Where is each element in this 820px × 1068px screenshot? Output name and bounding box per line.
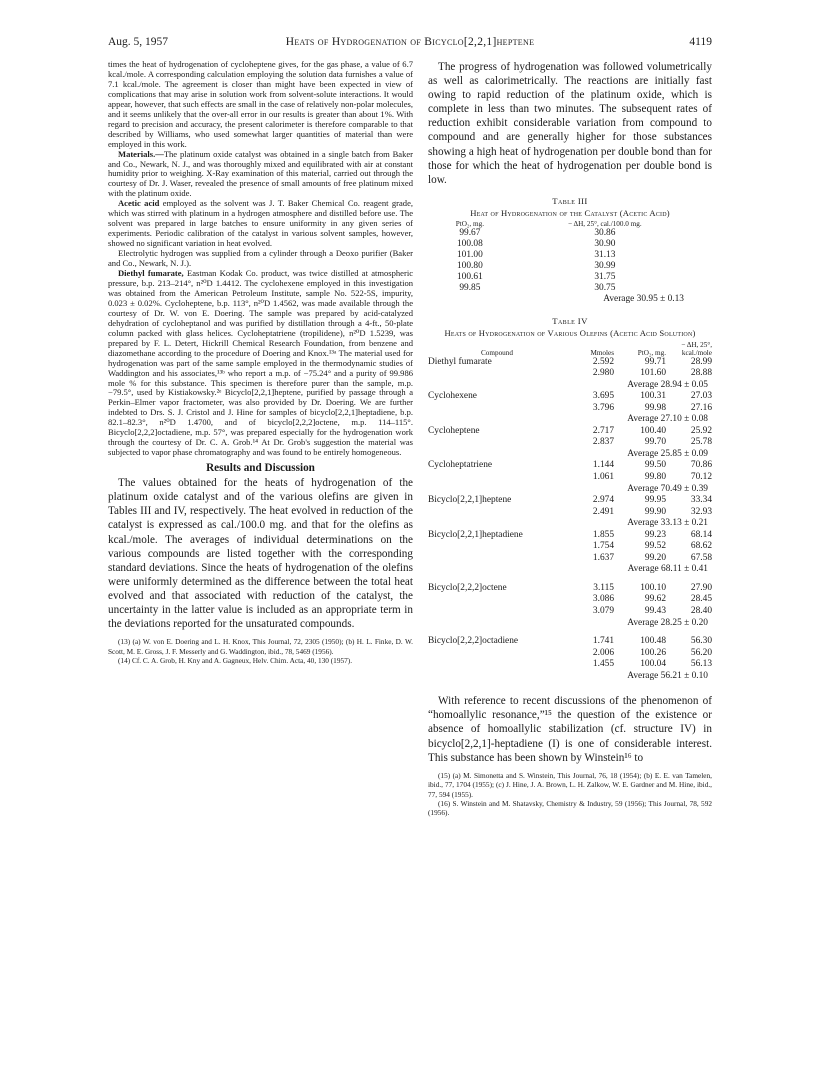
- table4-row: [428, 648, 712, 660]
- table3: [442, 220, 712, 306]
- table4-average-row: [428, 518, 712, 530]
- table4-compound: [428, 472, 566, 484]
- running-header: [108, 36, 712, 52]
- footnote-13: (13) (a) W. von E. Doering and L. H. Knox, This Journal, 72, 2305 (1950); (b) H. L. Finke, D. W. Scott, M. E. Gross, J. F. Messerly and G. Waddington, ibid., 78, 5469 (1956).: [108, 637, 413, 656]
- paragraph: times the heat of hydrogenation of cycloheptene gives, for the gas phase, a value of 6.7 kcal./mole. A corresponding calculation employing the solution data furnishes a value of 7.1 kcal./mole. The agreement is closer than might have been expected in view of complications that may arise in solution work from solvent-solute interactions. It would appear, however, that such effects are small in the case of relatively non-polar molecules, and it seems unlikely that the over-all error in our results is greater than about 1%. With regard to precision and accuracy, the present calorimeter is therefore comparable to that described by Williams, who used somewhat larger quantities of material than were employed in this work.: [108, 59, 413, 149]
- table4-compound: Cycloheptene: [428, 425, 480, 436]
- table4-row: [428, 472, 712, 484]
- table4-cell: 99.20: [644, 552, 666, 563]
- header-title: Heats of Hydrogenation of Bicyclo[2,2,1]heptene: [285, 36, 535, 48]
- footnotes-right: [428, 770, 712, 818]
- table4-average: Average 68.11 ± 0.41: [627, 564, 708, 575]
- table3-average: Average 30.95 ± 0.13: [603, 294, 684, 305]
- paragraph-samples: Diethyl fumarate, Eastman Kodak Co. product, was twice distilled at atmospheric pressure, b.p. 213–214°, n²⁰D 1.4412. The cyclohexene employed in this investigation was obtained from the American Petroleum Institute, sample No. 522-5S, impurity, 0.023 ± 0.02%. Cycloheptene, b.p. 113°, n²⁰D 1.4562, was made available through the courtesy of Dr. W. von E. Doering. The sample was prepared by acid-catalyzed dehydration of cycloheptanol and was purified by distillation through a 4-ft., 50-plate column packed with glass helices. Cycloheptatriene (tropilidene), n²⁰D 1.5239, was prepared by F. L. Detert, Hickrill Chemical Research Foundation, from benzene and diazomethane according to the procedure of Doering and Knox.¹³ᵃ The material used for hydrogenation was part of the same sample employed in the thermodynamic studies of Waddington and his associates,¹³ᵇ who report a m.p. of −75.24° and a purity of 99.986 mole % for this substance. This specimen is therefore purer than the sample, m.p. −79.5°, used by Kistiakowsky.²ᵉ Bicyclo[2,2,1]heptene, purified by passage through a Perkin–Elmer vapor fractometer, was also provided by Dr. Doering. We are further indebted to Drs. S. J. Cristol and J. Hine for samples of bicyclo[2,2,1]heptadiene, b.p. 82.1–82.3°, n²⁰D 1.4700, and of bicyclo[2,2,2]octene, m.p. 114–115°. Bicyclo[2,2,2]octadiene, m.p. 57°, was prepared especially for the hydrogenation work through the courtesy of Dr. C. A. Grob.¹⁴ At Dr. Grob's suggestion the material was subjected to vapor phase chromatography and was found to be entirely homogeneous.: [108, 268, 413, 458]
- table4-cell: 3.796: [592, 402, 614, 413]
- table4: [428, 341, 712, 683]
- table4-row: [428, 460, 712, 472]
- table4-col-pto2: PtO₂, mg.: [637, 348, 666, 357]
- table4-row: [428, 368, 712, 380]
- right-column: [428, 60, 712, 818]
- table4-cell: 1.855: [592, 529, 614, 540]
- table3-average-row: [442, 294, 712, 305]
- table3-row: [442, 272, 712, 283]
- table3-cell: 30.86: [594, 227, 616, 238]
- table4-cell: 3.695: [592, 391, 614, 402]
- table4-cell: 67.58: [690, 552, 712, 563]
- page-number: 4119: [689, 36, 712, 48]
- table4-compound: Diethyl fumarate: [428, 356, 492, 367]
- table4-cell: 25.92: [690, 425, 712, 436]
- table4-average: Average 56.21 ± 0.10: [627, 670, 708, 681]
- table4-cell: 33.34: [690, 495, 712, 506]
- table4-cell: 2.006: [592, 647, 614, 658]
- table4-cell: 99.70: [644, 437, 666, 448]
- table4-compound: [428, 507, 566, 519]
- table4-cell: 100.40: [640, 425, 666, 436]
- progress-paragraph: The progress of hydrogenation was followed volumetrically as well as calorimetrically. The reactions are initially fast owing to rapid reduction of the platinum oxide, which is complete in less than two minutes. The subsequent rates of reduction exhibit considerable variation from compound to compound and are generally higher for those substances showing a high heat of hydrogenation per double bond than for those for which the heat of hydrogenation per double bond is low.: [428, 61, 712, 186]
- table4-cell: 1.741: [592, 636, 614, 647]
- table4-cell: 100.48: [640, 636, 666, 647]
- table3-cell: 30.90: [594, 238, 616, 249]
- table4-compound: [428, 606, 566, 618]
- table3-cell: 31.13: [594, 250, 616, 261]
- footnote-16: (16) S. Winstein and M. Shatavsky, Chemistry & Industry, 59 (1956); This Journal, 78, 592 (1956).: [428, 798, 712, 818]
- table4-cell: 32.93: [690, 506, 712, 517]
- table4-cell: 99.62: [644, 594, 666, 605]
- table4-cell: 99.50: [644, 460, 666, 471]
- table3-cell: 99.85: [459, 283, 481, 294]
- table4-cell: 100.26: [640, 647, 666, 658]
- table4-average: Average 33.13 ± 0.21: [627, 518, 708, 529]
- table4-compound: [428, 541, 566, 553]
- table4-average-row: [428, 484, 712, 496]
- table3-cell: 100.80: [456, 261, 483, 272]
- table4-row: [428, 357, 712, 369]
- table4-cell: 27.03: [690, 391, 712, 402]
- table4-row: [428, 391, 712, 403]
- table4-cell: 99.43: [644, 605, 666, 616]
- table4-cell: 99.90: [644, 506, 666, 517]
- table4-title: Heats of Hydrogenation of Various Olefins (Acetic Acid Solution): [444, 327, 696, 338]
- closing-paragraph: With reference to recent discussions of the phenomenon of “homoallylic resonance,”¹⁵ the question of the existence or absence of homoallylic stabilization (cf. structure IV) in bicyclo[2,2,1]-heptadiene (I) is one of considerable interest. This substance has been shown by Winstein¹⁶ to: [428, 695, 712, 764]
- table3-row: [442, 228, 712, 239]
- table4-cell: 28.45: [690, 594, 712, 605]
- table4-row: [428, 437, 712, 449]
- table3-label: Table III: [552, 195, 588, 206]
- table4-cell: 100.04: [640, 659, 666, 670]
- table4-spacer: [428, 629, 712, 636]
- table4-cell: 68.62: [690, 541, 712, 552]
- table4-cell: 2.717: [592, 425, 614, 436]
- table4-average-row: [428, 380, 712, 392]
- table4-compound: [428, 594, 566, 606]
- table4-cell: 2.491: [592, 506, 614, 517]
- table4-average: Average 25.85 ± 0.09: [627, 448, 708, 459]
- table4-cell: 27.90: [690, 582, 712, 593]
- table4-cell: 1.061: [592, 471, 614, 482]
- table4-average: Average 28.25 ± 0.20: [627, 617, 708, 628]
- table4-row: [428, 583, 712, 595]
- table4-cell: 27.16: [690, 402, 712, 413]
- table4-average: Average 70.49 ± 0.39: [627, 483, 708, 494]
- footnote-14: (14) Cf. C. A. Grob, H. Kny and A. Gagneux, Helv. Chim. Acta, 40, 130 (1957).: [118, 655, 353, 665]
- table4-compound: [428, 437, 566, 449]
- table4-row: [428, 426, 712, 438]
- table4-cell: 99.71: [644, 356, 666, 367]
- table4-average-row: [428, 618, 712, 630]
- table4-compound: [428, 648, 566, 660]
- table4-row: [428, 594, 712, 606]
- table4-row: [428, 659, 712, 671]
- table4-row: [428, 495, 712, 507]
- table4-cell: 1.144: [592, 460, 614, 471]
- table4-cell: 99.95: [644, 495, 666, 506]
- results-paragraph: The values obtained for the heats of hydrogenation of the platinum oxide catalyst and of the various olefins are given in Tables III and IV, respectively. The heat evolved in reduction of the catalyst is expressed as cal./100.0 mg. and that for the olefins as kcal./mole. The averages of individual determinations on the various compounds are listed together with the corresponding standard deviations. Since the heats of hydrogenation of the olefins were uniformly determined as the difference between the total heat evolved and that associated with reduction of the catalyst, the uncertainty in the latter value is included as an appropriate term in the deviations reported for the unsaturated compounds.: [108, 477, 413, 631]
- table4-row: [428, 541, 712, 553]
- table4-cell: 56.30: [690, 636, 712, 647]
- table3-col-pto2: PtO₂, mg.: [455, 219, 484, 228]
- table4-cell: 2.837: [592, 437, 614, 448]
- table4-spacer: [428, 576, 712, 583]
- experimental-section: [108, 60, 413, 458]
- table4-cell: 99.23: [644, 529, 666, 540]
- table4-cell: 3.115: [593, 582, 614, 593]
- table4-row: [428, 403, 712, 415]
- table4-cell: 100.10: [640, 582, 666, 593]
- table4-row: [428, 606, 712, 618]
- table4-cell: 3.086: [592, 594, 614, 605]
- table4-cell: 25.78: [690, 437, 712, 448]
- table4-average: Average 27.10 ± 0.08: [627, 414, 708, 425]
- table4-compound: Cyclohexene: [428, 391, 477, 402]
- table4-cell: 99.80: [644, 471, 666, 482]
- table4-average-row: [428, 414, 712, 426]
- table4-average-row: [428, 671, 712, 683]
- table3-row: [442, 283, 712, 294]
- table4-average: Average 28.94 ± 0.05: [627, 379, 708, 390]
- table4-compound: [428, 403, 566, 415]
- table3-cell: 99.67: [459, 227, 481, 238]
- table4-row: [428, 636, 712, 648]
- header-date: Aug. 5, 1957: [108, 36, 169, 48]
- table3-col-dh: − ΔH, 25°, cal./100.0 mg.: [568, 219, 642, 228]
- table3-cell: 31.75: [594, 272, 616, 283]
- table4-cell: 70.86: [690, 460, 712, 471]
- table4-cell: 3.079: [592, 605, 614, 616]
- table4-compound: Bicyclo[2,2,2]octadiene: [428, 636, 519, 647]
- table3-row: [442, 250, 712, 261]
- table4-cell: 101.60: [640, 368, 666, 379]
- table4-compound: Bicyclo[2,2,2]octene: [428, 582, 507, 593]
- table4-compound: [428, 659, 566, 671]
- table4-average-row: [428, 564, 712, 576]
- table4-compound: [428, 368, 566, 380]
- section-heading: Results and Discussion: [206, 462, 315, 475]
- table4-cell: 2.974: [592, 495, 614, 506]
- table4-cell: 56.20: [690, 647, 712, 658]
- table4-row: [428, 507, 712, 519]
- table4-row: [428, 553, 712, 565]
- table4-cell: 68.14: [690, 529, 712, 540]
- table4-average-row: [428, 449, 712, 461]
- table4-cell: 100.31: [640, 391, 666, 402]
- table4-col-compound: Compound: [481, 348, 513, 357]
- paragraph-hydrogen: Electrolytic hydrogen was supplied from a cylinder through a Deoxo purifier (Baker and Co., Newark, N. J.).: [108, 248, 413, 269]
- table4-compound: Bicyclo[2,2,1]heptadiene: [428, 529, 523, 540]
- table4-cell: 1.455: [592, 659, 614, 670]
- table4-col-dh: − ΔH, 25°, kcal./mole: [681, 340, 712, 357]
- table4-cell: 28.88: [690, 368, 712, 379]
- table4-cell: 1.754: [592, 541, 614, 552]
- left-column: [108, 60, 413, 665]
- table3-title: Heat of Hydrogenation of the Catalyst (Acetic Acid): [470, 207, 670, 218]
- table3-row: [442, 261, 712, 272]
- table4-cell: 56.13: [690, 659, 712, 670]
- table4-cell: 2.592: [592, 356, 614, 367]
- table4-row: [428, 530, 712, 542]
- table3-cell: 100.08: [456, 238, 483, 249]
- table4-cell: 99.98: [644, 402, 666, 413]
- table4-cell: 2.980: [592, 368, 614, 379]
- table4-label: Table IV: [552, 315, 588, 326]
- table4-cell: 28.99: [690, 356, 712, 367]
- table4-cell: 28.40: [690, 605, 712, 616]
- footnotes-left: [108, 636, 413, 665]
- table4-col-mmoles: Mmoles: [590, 348, 614, 357]
- table4-compound: Bicyclo[2,2,1]heptene: [428, 495, 512, 506]
- table3-row: [442, 239, 712, 250]
- table3-cell: 30.99: [594, 261, 616, 272]
- table4-cell: 99.52: [644, 541, 666, 552]
- table4-compound: [428, 553, 566, 565]
- table4-cell: 70.12: [690, 471, 712, 482]
- table4-compound: Cycloheptatriene: [428, 460, 493, 471]
- table4-cell: 1.637: [592, 552, 614, 563]
- paragraph-acetic-acid: Acetic acid employed as the solvent was J. T. Baker Chemical Co. reagent grade, which was stirred with platinum in a hydrogen atmosphere and distilled before use. The solvent was prepared in large batches to ensure uniformity in any given series of experiments. Periodic calibration of the catalyst in various solvent samples, however, showed no significant variation in heat evolved.: [108, 198, 414, 249]
- table3-cell: 101.00: [456, 250, 483, 261]
- table3-cell: 30.75: [594, 283, 616, 294]
- paragraph-materials: Materials.—The platinum oxide catalyst was obtained in a single batch from Baker and Co., Newark, N. J., and was thoroughly mixed and equilibrated with air at constant humidity prior to weighing. X-Ray examination of this material, carried out through the courtesy of Dr. J. Waser, revealed the presence of small amounts of free platinum mixed with the platinum oxide.: [108, 148, 413, 199]
- table3-cell: 100.61: [456, 272, 483, 283]
- footnote-15: (15) (a) M. Simonetta and S. Winstein, This Journal, 76, 18 (1954); (b) E. E. van Tamelen, ibid., 77, 1704 (1955); (c) J. Hine, J. A. Brown, L. H. Zalkow, W. E. Gardner and M. Hine, ibid., 77, 594 (1955).: [428, 770, 712, 799]
